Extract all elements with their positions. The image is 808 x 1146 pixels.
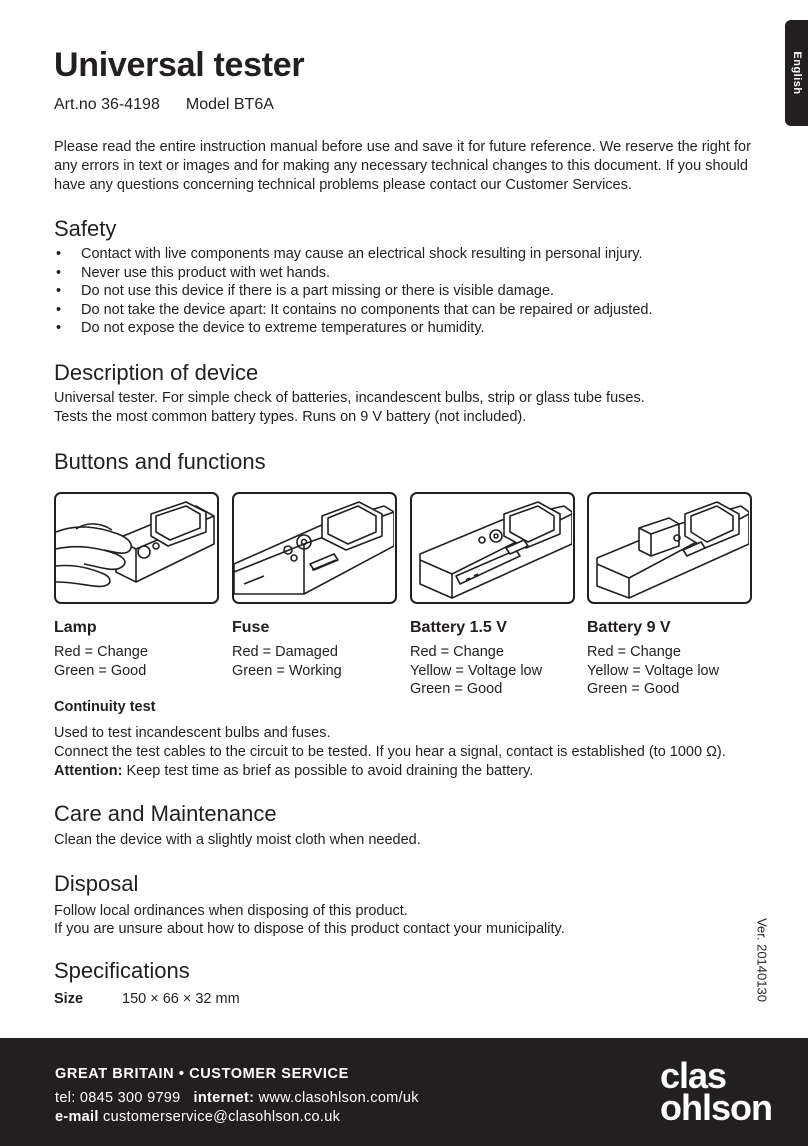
intro-paragraph: Please read the entire instruction manual before use and save it for future reference. We reserve the right for any errors in text or images and for making any necessary technical changes to this document. If you should have any questions concerning technical problems please contact our Customer Services. <box>54 139 751 193</box>
email-link[interactable]: customerservice@clasohlson.co.uk <box>98 1109 341 1125</box>
attention-line <box>54 762 764 781</box>
battery-aa-line: Yellow = Voltage low <box>410 663 543 679</box>
lamp-illustration <box>54 492 219 604</box>
battery-9v-line: Yellow = Voltage low <box>587 663 720 679</box>
internet-label: internet: <box>193 1090 255 1106</box>
safety-item: • Do not expose the device to extreme temperatures or humidity. <box>54 319 653 338</box>
clas-ohlson-logo <box>660 1055 780 1128</box>
language-tab <box>785 20 808 126</box>
footer-heading: GREAT BRITAIN • CUSTOMER SERVICE <box>55 1066 349 1082</box>
description-line: Universal tester. For simple check of batteries, incandescent bulbs, strip or glass tube fuses. <box>54 390 645 406</box>
care-text: Clean the device with a slightly moist cloth when needed. <box>54 832 421 848</box>
battery-aa-title: Battery 1.5 V <box>410 619 507 636</box>
battery-aa-line: Red = Change <box>410 644 504 660</box>
version-label: Ver. 20140130 <box>754 918 770 1002</box>
footer <box>0 1038 808 1146</box>
spec-size-label: Size <box>54 991 84 1007</box>
safety-item: • Do not use this device if there is a part missing or there is visible damage. <box>54 282 653 301</box>
safety-list <box>54 245 653 338</box>
battery-9v-line: Red = Change <box>587 644 681 660</box>
email-label: e-mail <box>55 1109 99 1125</box>
tel-label: tel: <box>55 1090 76 1106</box>
footer-email-line <box>55 1109 340 1125</box>
description-line: Tests the most common battery types. Runs on 9 V battery (not included). <box>54 409 527 425</box>
model-number: Model BT6A <box>185 96 274 113</box>
spec-size-value: 150 × 66 × 32 mm <box>122 991 240 1007</box>
battery-aa-illustration <box>410 492 575 604</box>
spec-size-row <box>54 990 764 1009</box>
fuse-title: Fuse <box>232 619 270 636</box>
battery-9v-line: Green = Good <box>587 681 680 697</box>
safety-heading: Safety <box>54 216 117 241</box>
disposal-line: If you are unsure about how to dispose of this product contact your municipality. <box>54 921 565 937</box>
fuse-illustration <box>232 492 397 604</box>
attention-text: Keep test time as brief as possible to avoid draining the battery. <box>122 763 534 779</box>
page-title: Universal tester <box>54 46 305 84</box>
footer-contact-line <box>55 1090 419 1106</box>
attention-label: Attention: <box>54 763 123 779</box>
fuse-line: Red = Damaged <box>232 644 338 660</box>
buttons-heading: Buttons and functions <box>54 449 266 474</box>
battery-aa-line: Green = Good <box>410 681 503 697</box>
continuity-line: Used to test incandescent bulbs and fuses. <box>54 725 331 741</box>
language-label: English <box>790 51 803 95</box>
specs-heading: Specifications <box>54 958 190 983</box>
article-info <box>54 96 274 114</box>
safety-item: • Never use this product with wet hands. <box>54 264 653 283</box>
continuity-heading: Continuity test <box>54 699 156 715</box>
disposal-heading: Disposal <box>54 871 139 896</box>
care-heading: Care and Maintenance <box>54 801 277 826</box>
logo-line: clas <box>660 1055 727 1096</box>
description-heading: Description of device <box>54 360 259 385</box>
logo-line: ohlson <box>660 1087 772 1128</box>
lamp-line: Red = Change <box>54 644 148 660</box>
battery-9v-illustration <box>587 492 752 604</box>
tel-number[interactable]: 0845 300 9799 <box>75 1090 181 1106</box>
lamp-title: Lamp <box>54 619 97 636</box>
continuity-line: Connect the test cables to the circuit to be tested. If you hear a signal, contact is established (to 1000 Ω). <box>54 744 726 760</box>
disposal-line: Follow local ordinances when disposing of this product. <box>54 903 408 919</box>
safety-item: • Contact with live components may cause an electrical shock resulting in personal injury. <box>54 245 653 264</box>
website-link[interactable]: www.clasohlson.com/uk <box>254 1090 419 1106</box>
article-number: Art.no 36-4198 <box>54 96 160 113</box>
battery-9v-title: Battery 9 V <box>587 619 671 636</box>
safety-item: • Do not take the device apart: It contains no components that can be repaired or adjusted. <box>54 301 653 320</box>
fuse-line: Green = Working <box>232 663 342 679</box>
lamp-line: Green = Good <box>54 663 147 679</box>
